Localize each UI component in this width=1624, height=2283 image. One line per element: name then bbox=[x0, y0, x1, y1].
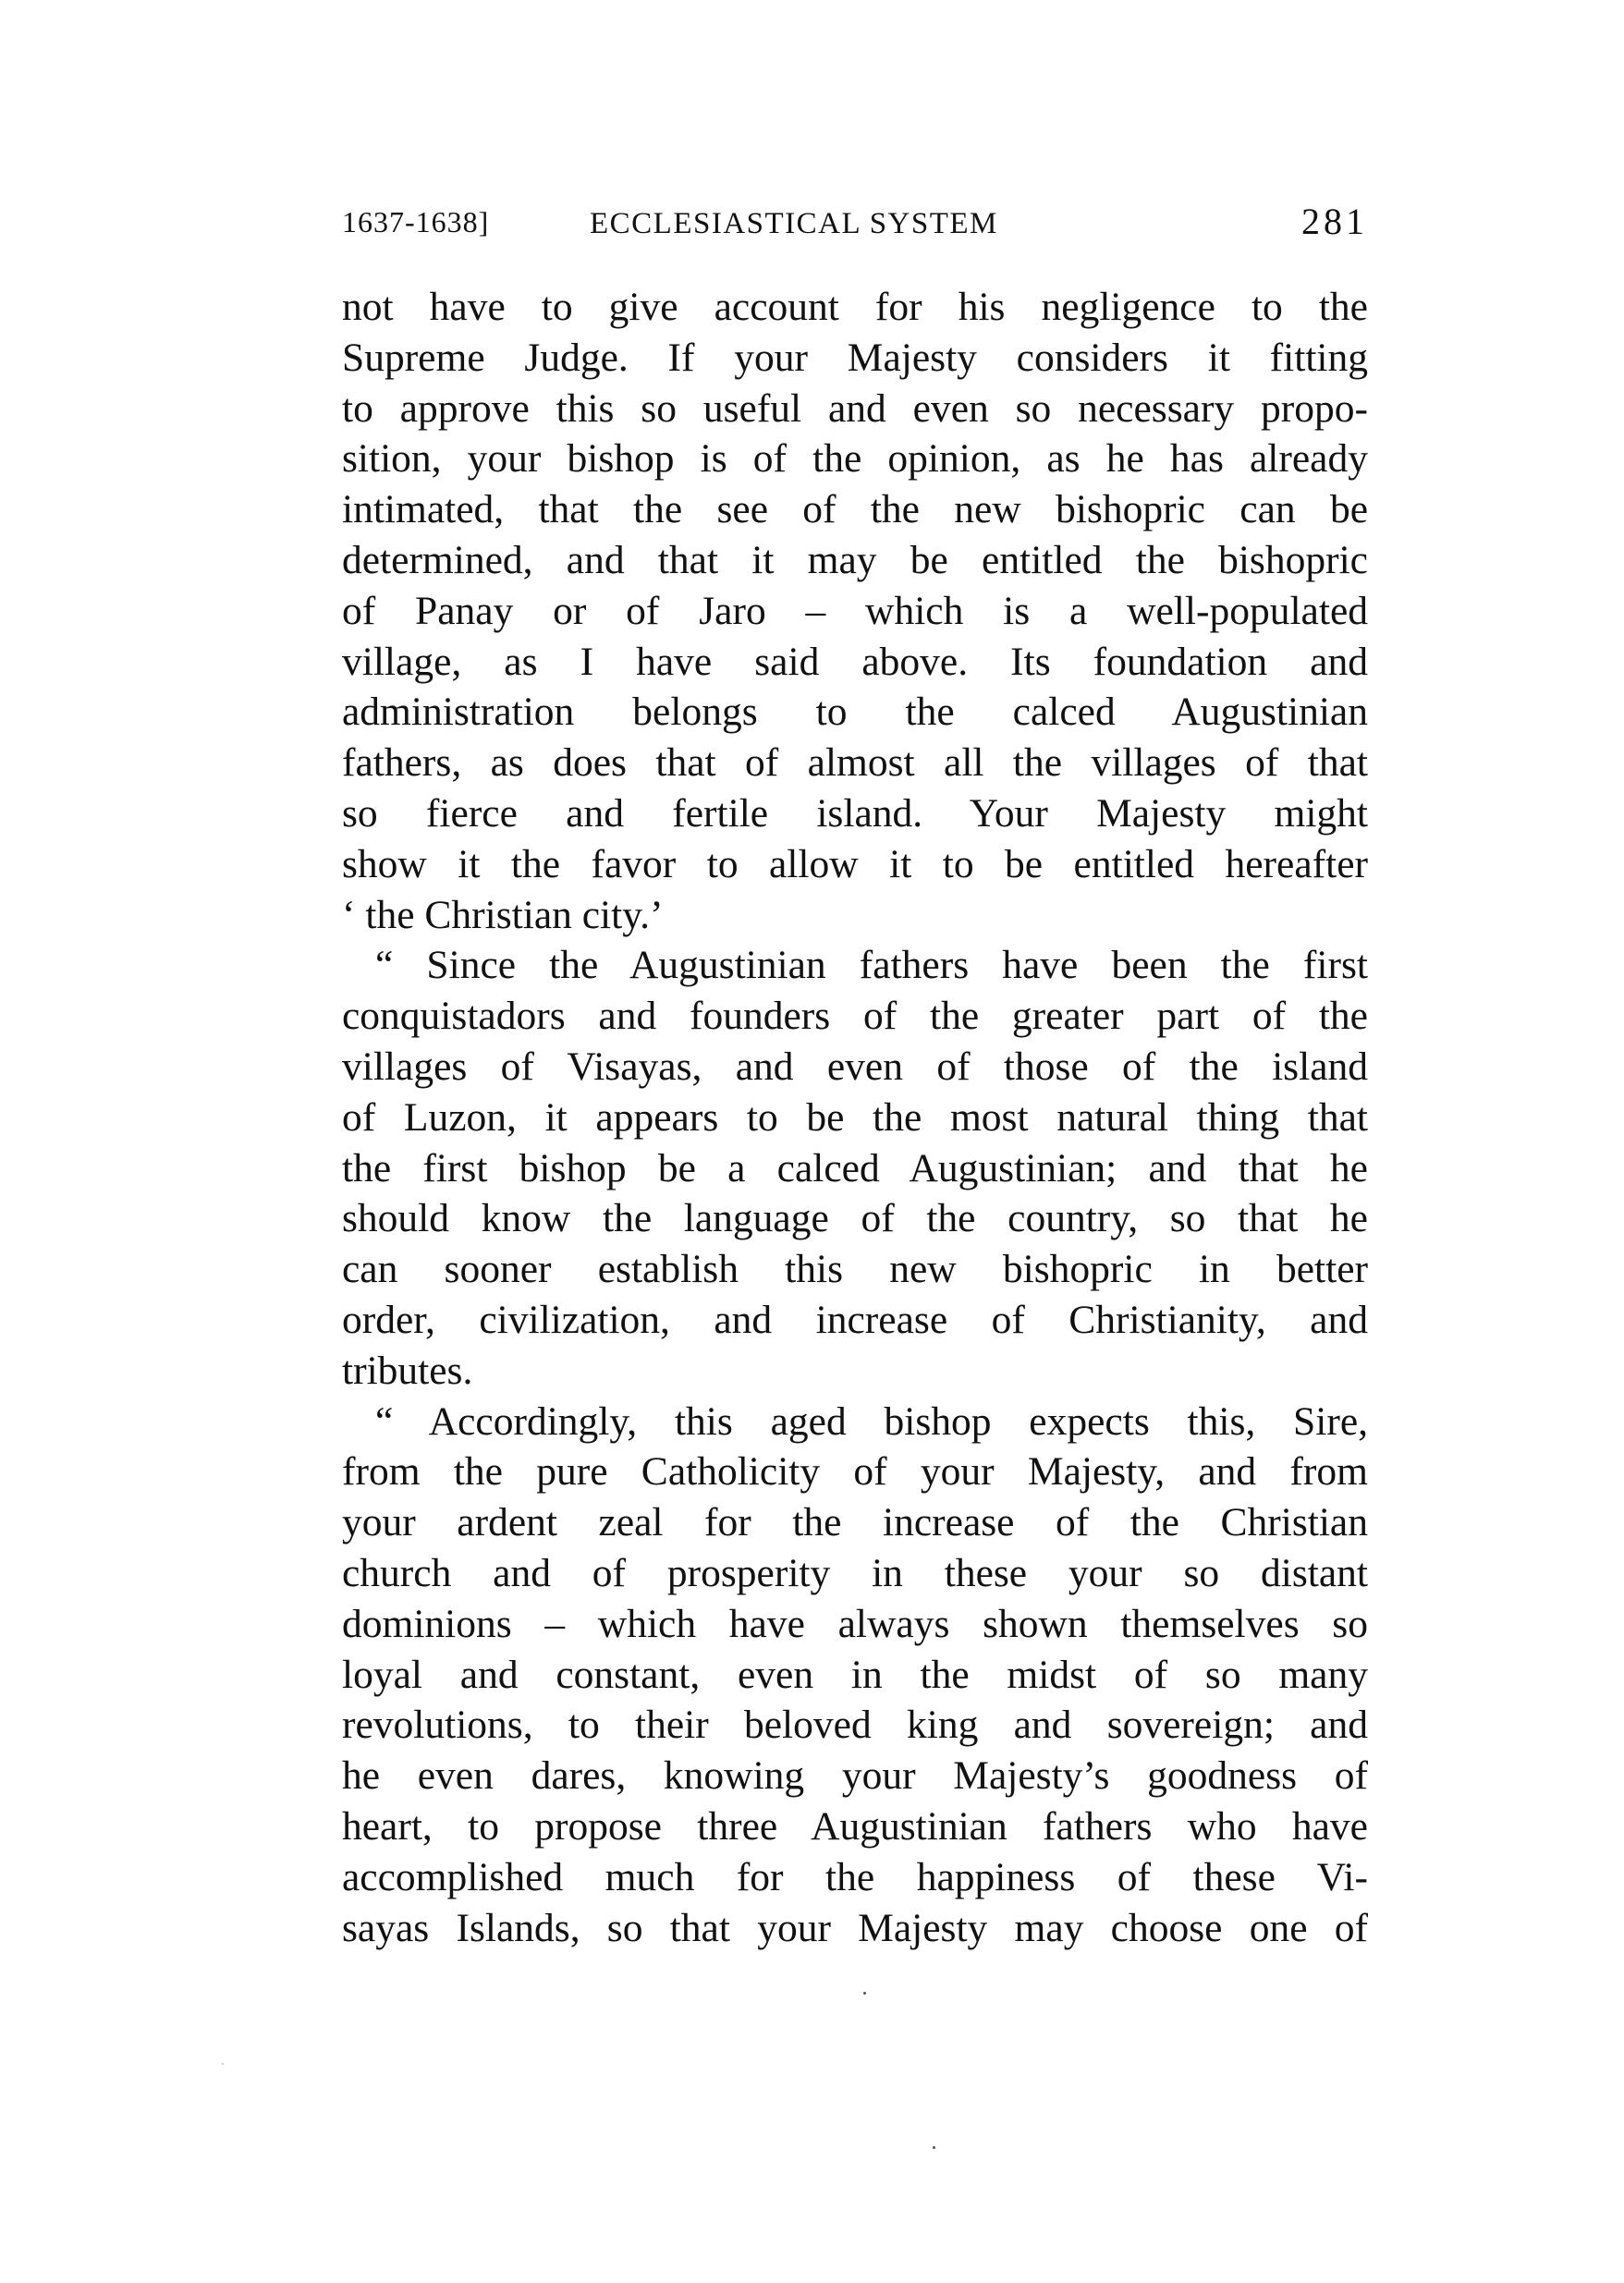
text-line: loyal and constant, even in the midst of so many bbox=[342, 1652, 1368, 1697]
paragraph-3 bbox=[342, 1397, 1368, 1954]
text-line: villages of Visayas, and even of those of the island bbox=[342, 1044, 1368, 1089]
scan-speck bbox=[933, 2146, 935, 2149]
text-line: heart, to propose three Augustinian fathers who have bbox=[342, 1803, 1368, 1849]
text-line: from the pure Catholicity of your Majesty, and from bbox=[342, 1449, 1368, 1495]
body-text bbox=[342, 282, 1368, 1953]
text-line: conquistadors and founders of the greater part of the bbox=[342, 994, 1368, 1039]
text-line: order, civilization, and increase of Christianity, and bbox=[342, 1297, 1368, 1342]
text-line: village, as I have said above. Its foundation and bbox=[342, 639, 1368, 684]
text-line: sayas Islands, so that your Majesty may choose one of bbox=[342, 1905, 1368, 1950]
text-line: determined, and that it may be entitled the bishopric bbox=[342, 537, 1368, 582]
scan-speck bbox=[863, 1992, 866, 1995]
text-line: church and of prosperity in these your so distant bbox=[342, 1550, 1368, 1595]
text-line: Supreme Judge. If your Majesty considers it fitting bbox=[342, 335, 1368, 380]
running-head-title: ECCLESIASTICAL SYSTEM bbox=[590, 207, 998, 240]
text-line: “ Since the Augustinian fathers have been the first bbox=[375, 943, 1368, 988]
text-line: sition, your bishop is of the opinion, as he has already bbox=[342, 436, 1368, 482]
text-line: intimated, that the see of the new bishopric can be bbox=[342, 487, 1368, 532]
text-line: he even dares, knowing your Majesty’s goodness of bbox=[342, 1753, 1368, 1799]
text-line: revolutions, to their beloved king and sovereign; and bbox=[342, 1703, 1368, 1748]
text-line: so fierce and fertile island. Your Majesty might bbox=[342, 790, 1368, 836]
text-line: of Luzon, it appears to be the most natural thing that bbox=[342, 1094, 1368, 1140]
page-number: 281 bbox=[1301, 201, 1368, 242]
running-head-date-range: 1637-1638] bbox=[342, 205, 490, 238]
text-line: to approve this so useful and even so necessary propo- bbox=[342, 385, 1368, 431]
text-line: not have to give account for his negligence to the bbox=[342, 285, 1368, 329]
text-line: should know the language of the country, so that he bbox=[342, 1196, 1368, 1241]
text-line: your ardent zeal for the increase of the Christian bbox=[342, 1500, 1368, 1545]
text-line: ‘ the Christian city.’ bbox=[342, 892, 664, 937]
text-line: dominions – which have always shown themselves so bbox=[342, 1601, 1368, 1646]
text-line: can sooner establish this new bishopric in better bbox=[342, 1247, 1368, 1292]
text-line: fathers, as does that of almost all the villages of that bbox=[342, 740, 1368, 786]
text-line: administration belongs to the calced Augustinian bbox=[342, 690, 1368, 735]
scan-speck bbox=[222, 2063, 224, 2065]
text-line: accomplished much for the happiness of these Vi- bbox=[342, 1854, 1368, 1899]
paragraph-2 bbox=[342, 940, 1368, 1396]
text-line: show it the favor to allow it to be entitled hereafter bbox=[342, 841, 1368, 886]
text-line: of Panay or of Jaro – which is a well-populated bbox=[342, 588, 1368, 633]
paragraph-1 bbox=[342, 282, 1368, 940]
running-head bbox=[342, 201, 1368, 248]
text-line: tributes. bbox=[342, 1348, 473, 1393]
text-line: the first bishop be a calced Augustinian; and that he bbox=[342, 1145, 1368, 1190]
text-line: “ Accordingly, this aged bishop expects this, Sire, bbox=[375, 1398, 1368, 1444]
